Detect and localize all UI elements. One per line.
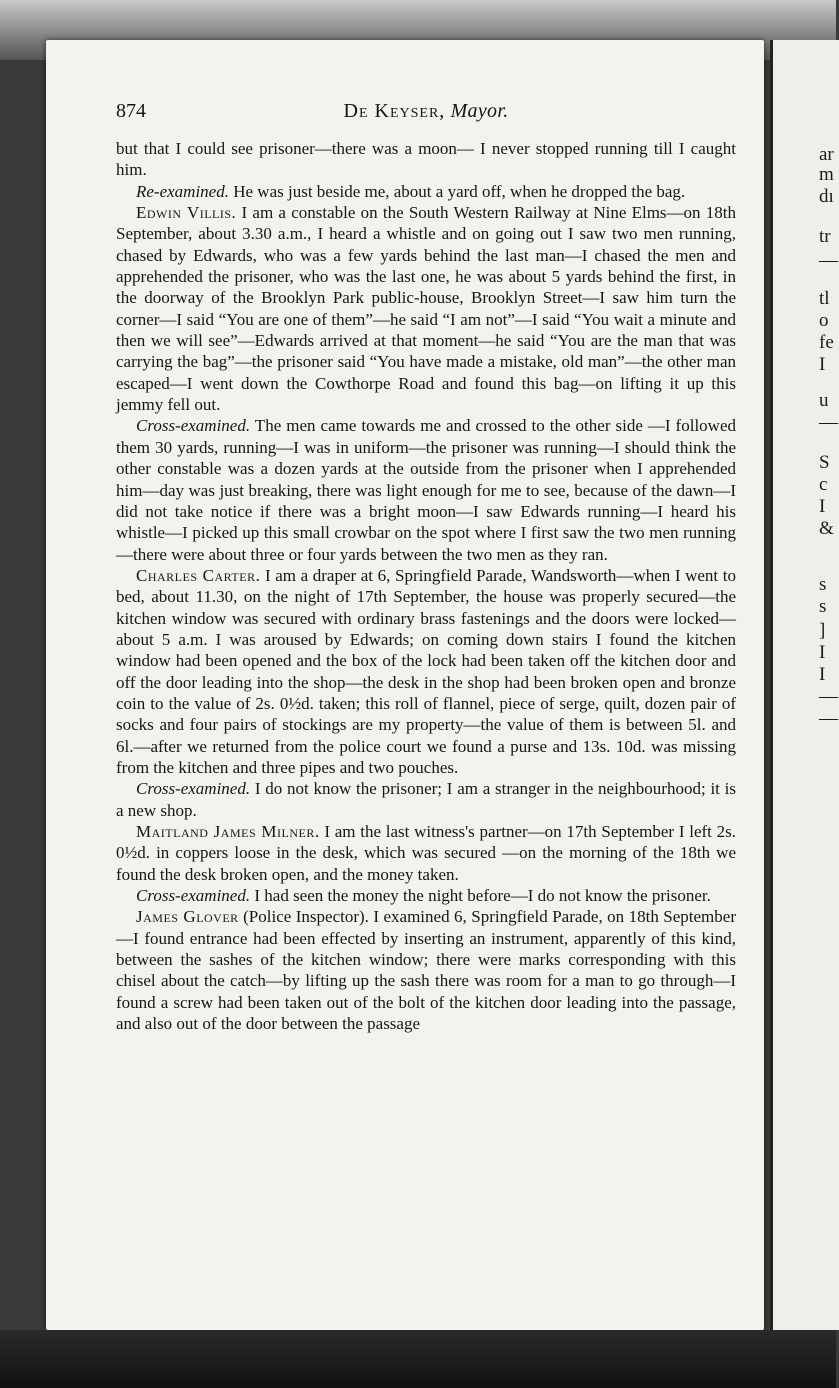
paragraph bbox=[116, 906, 736, 1034]
paragraph-lead: Cross-examined. bbox=[136, 886, 251, 906]
adjacent-page-fragment: — bbox=[819, 686, 838, 707]
adjacent-page-fragment: tl bbox=[819, 288, 830, 309]
paragraph bbox=[116, 778, 736, 821]
adjacent-page-fragment: s bbox=[819, 596, 827, 617]
adjacent-page-fragment: m bbox=[819, 164, 834, 185]
adjacent-page-fragment: ] bbox=[819, 620, 826, 641]
paragraph-text: I am the last witness's partner—on 17th September I left 2s. 0½d. in coppers loose in the desk, which was secured —on the morning of the 18th we found the desk broken open, and the money taken. bbox=[116, 822, 736, 884]
running-head bbox=[116, 100, 736, 123]
paragraph bbox=[116, 138, 736, 181]
paragraph-lead: Charles Carter. bbox=[136, 565, 261, 585]
scan-border-bottom bbox=[0, 1330, 836, 1388]
adjacent-page-fragment: I bbox=[819, 664, 826, 685]
paragraph bbox=[116, 181, 736, 202]
paragraph-lead: Cross-examined. bbox=[136, 779, 251, 799]
paragraph bbox=[116, 415, 736, 564]
adjacent-page-fragment: s bbox=[819, 574, 827, 595]
adjacent-page-fragment: & bbox=[819, 518, 834, 539]
adjacent-page-fragment: S bbox=[819, 452, 830, 473]
paragraph-text: He was just beside me, about a yard off, when he dropped the bag. bbox=[228, 181, 686, 201]
adjacent-page-fragment: fe bbox=[819, 332, 834, 353]
adjacent-page-fragment: I bbox=[819, 496, 826, 517]
paragraph-lead: Cross-examined. bbox=[136, 416, 251, 436]
adjacent-page-fragment: tr bbox=[819, 226, 831, 247]
running-head-name: De Keyser, bbox=[343, 100, 446, 122]
paragraph-text: I had seen the money the night before—I do not know the prisoner. bbox=[250, 886, 711, 906]
adjacent-page-fragment: — bbox=[819, 708, 838, 729]
adjacent-page-fragment: — bbox=[819, 412, 838, 433]
paragraph bbox=[116, 202, 736, 415]
paragraph-lead: Maitland James Milner. bbox=[136, 822, 320, 841]
adjacent-page-fragment: I bbox=[819, 642, 826, 663]
adjacent-page-fragment: — bbox=[819, 250, 838, 271]
paragraph-text: I do not know the prisoner; I am a stranger in the neighbourhood; it is a new shop. bbox=[116, 779, 736, 820]
paragraph bbox=[116, 885, 736, 906]
adjacent-page-fragment: I bbox=[819, 354, 826, 375]
page-header bbox=[116, 100, 736, 130]
paragraph-text: (Police Inspector). I examined 6, Springfield Parade, on 18th September—I found entrance had been effected by inserting an instrument, apparently of this kind, between the sashes of the kitchen window; there were marks corresponding with this chisel about the catch—by lifting up the sash there was room for a man to go through—I found a screw had been taken out of the bolt of the kitchen door leading into the passage, and also out of the door between the passage bbox=[116, 907, 736, 1034]
paragraph bbox=[116, 565, 736, 778]
paragraph-text: but that I could see prisoner—there was a moon— I never stopped running till I caught him. bbox=[116, 139, 736, 180]
paragraph-lead: James Glover bbox=[136, 907, 239, 927]
paragraph-text: I am a draper at 6, Springfield Parade, Wandsworth—when I went to bed, about 11.30, on the night of 17th September, the house was properly secured—the kitchen window was secured with ordinary brass fastenings and the doors were locked—about 5 a.m. I was aroused by Edwards; on coming down stairs I found the kitchen window had been opened and the box of the lock had been taken off the kitchen door and off the door leading into the shop—the desk in the shop had been broken open and bronze coin to the value of 2s. 0½d. taken; this roll of flannel, piece of serge, quilt, dozen pair of socks and four pairs of stockings are my property—the value of them is between 5l. and 6l.—after we returned from the police court we found a purse and 13s. 10d. was missing from the kitchen and three pipes and two pouches. bbox=[116, 565, 736, 777]
page-number: 874 bbox=[116, 100, 146, 122]
adjacent-page-edge bbox=[770, 40, 839, 1330]
paragraph-lead: Re-examined. bbox=[136, 181, 229, 201]
running-head-title: Mayor. bbox=[450, 100, 509, 122]
adjacent-page-fragment: o bbox=[819, 310, 829, 331]
body-text bbox=[116, 138, 736, 1034]
paragraph-text: I am a constable on the South Western Railway at Nine Elms—on 18th September, about 3.30 a.m., I heard a whistle and on going out I saw two men running, chased by Edwards, who was a few yards behind the last man—I chased the men and apprehended the prisoner, who was the last one, he was about 5 yards behind the first, in the doorway of the Brooklyn Park public-house, Brooklyn Street—I saw him turn the corner—I said “You are one of them”—he said “I am not”—I said “You wait a minute and then we will see”—Edwards arrived at that moment—he said “You are the man that was carrying the bag”—the prisoner said “You have made a mistake, old man”—the other man escaped—I went down the Cowthorpe Road and found this bag—on lifting it up this jemmy fell out. bbox=[116, 203, 736, 415]
paragraph-lead: Edwin Villis. bbox=[136, 203, 237, 223]
adjacent-page-fragment: dı bbox=[819, 186, 834, 207]
paragraph-text: The men came towards me and crossed to the other side —I followed them 30 yards, running—I was in uniform—the prisoner was running—I should think the other constable was a dozen yards at the outside from the prisoner when I apprehended him—day was just breaking, there was light enough for me to see, because of the dawn—I did not take notice if there was a bright moon—I saw Edwards running—I heard his whistle—I picked up this small crowbar on the spot where I first saw the two men running—there were about three or four yards between the two men as they ran. bbox=[116, 416, 736, 564]
adjacent-page-fragment: u bbox=[819, 390, 829, 411]
adjacent-page-fragment: c bbox=[819, 474, 828, 495]
paragraph bbox=[116, 821, 736, 885]
adjacent-page-fragment: ar bbox=[819, 144, 834, 165]
